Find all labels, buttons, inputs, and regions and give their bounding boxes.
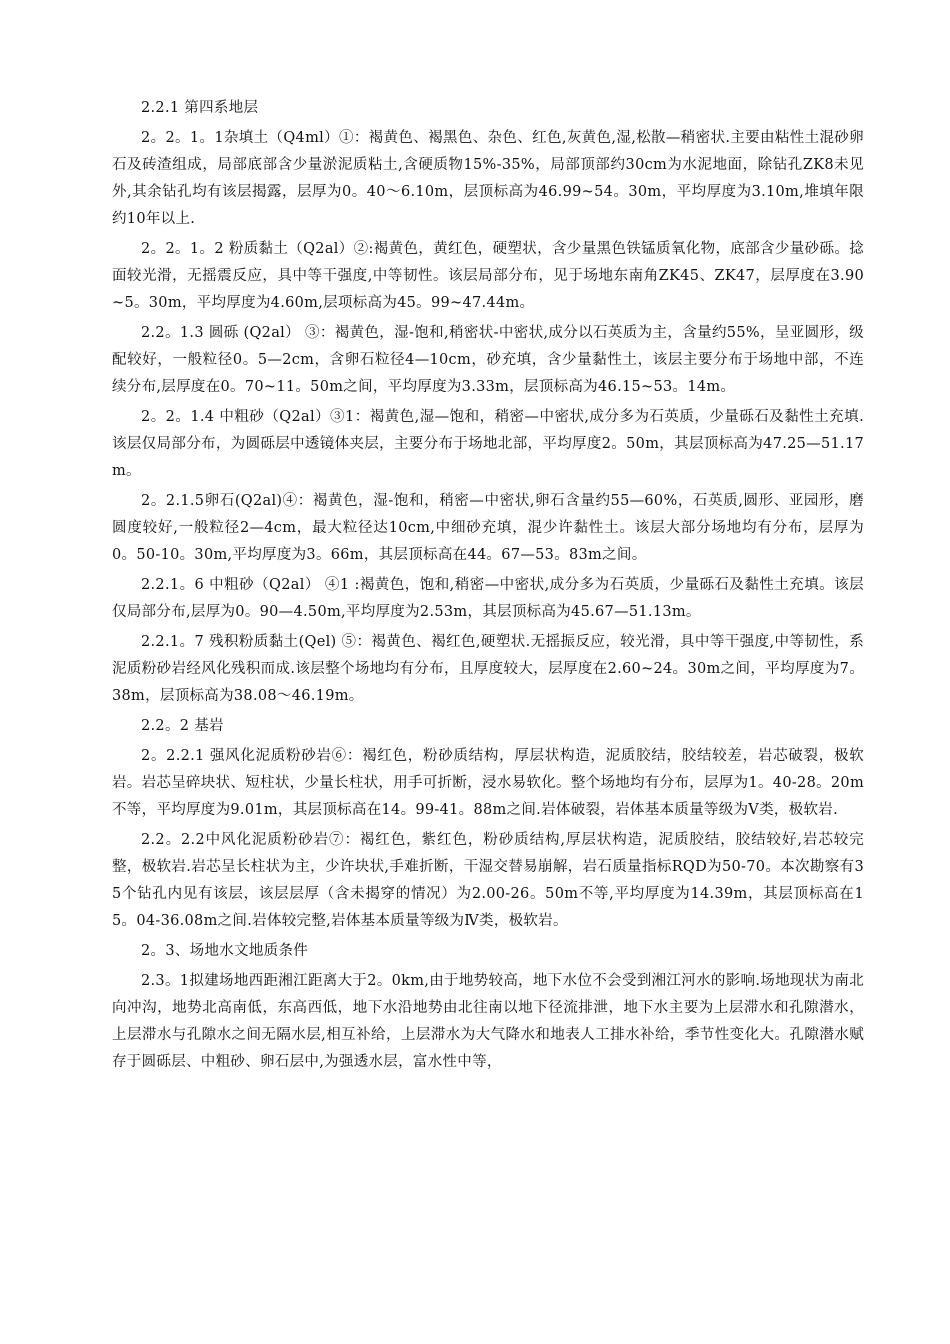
paragraph-coarse-sand-2: 2.2.1。6 中粗砂（Q2al） ④1 :褐黄色，饱和,稍密—中密状,成分多为石英质，少量砾石及黏性土充填。该层仅局部分布,层厚为0。90—4.50m,平均厚度为2.53m，其层顶标高为45.67—51.13m。 (112, 577, 864, 620)
paragraph-moderately-weathered: 2.2。2.2中风化泥质粉砂岩⑦：褐红色，紫红色，粉砂质结构,厚层状构造，泥质胶结，胶结较好,岩芯较完整，极软岩.岩芯呈长柱状为主，少许块状,手难折断，干湿交替易崩解，岩石质量指标RQD为50-70。本次勘察有35个钻孔内见有该层，该层层厚（含未揭穿的情况）为2.00-26。50m不等,平均厚度为14.39m，其层顶标高在15。04-36.08m之间.岩体较完整,岩体基本质量等级为Ⅳ类，极软岩。 (112, 832, 864, 929)
document-body (112, 95, 864, 1079)
section-heading-bedrock: 2.2。2 基岩 (141, 718, 224, 734)
paragraph-coarse-sand: 2。2。1.4 中粗砂（Q2al）③1：褐黄色,湿—饱和，稍密—中密状,成分多为石英质，少量砾石及黏性土充填.该层仅局部分布，为圆砾层中透镜体夹层，主要分布于场地北部，平均厚度2。50m，其层顶标高为47.25—51.17m。 (112, 409, 864, 479)
section-heading-quaternary: 2.2.1 第四系地层 (141, 100, 259, 116)
paragraph-strongly-weathered: 2。2.2.1 强风化泥质粉砂岩⑥：褐红色，粉砂质结构，厚层状构造，泥质胶结，胶结较差，岩芯破裂，极软岩。岩芯呈碎块状、短柱状，少量长柱状，用手可折断，浸水易软化。整个场地均有分布，层厚为1。40-28。20m不等，平均厚度为9.01m，其层顶标高在14。99-41。88m之间.岩体破裂，岩体基本质量等级为V类，极软岩. (112, 748, 864, 818)
section-heading-hydrogeology: 2。3、场地水文地质条件 (141, 943, 309, 959)
paragraph-pebble: 2。2.1.5卵石(Q2al)④：褐黄色，湿-饱和，稍密—中密状,卵石含量约55—60%，石英质,圆形、亚园形，磨圆度较好,一般粒径2—4cm，最大粒径达10cm,中细砂充填，混少许黏性土。该层大部分场地均有分布，层厚为0。50-10。30m,平均厚度为3。66m，其层顶标高在44。67—53。83m之间。 (112, 493, 864, 563)
paragraph-round-gravel: 2.2。1.3 圆砾 (Q2al） ③：褐黄色，湿-饱和,稍密状-中密状,成分以石英质为主，含量约55%，呈亚圆形，级配较好，一般粒径0。5—2cm，含卵石粒径4—10cm，砂充填，含少量黏性土，该层主要分布于场地中部，不连续分布,层厚度在0。70~11。50m之间，平均厚度为3.33m，层顶标高为46.15~53。14m。 (112, 325, 864, 395)
paragraph-groundwater: 2.3。1拟建场地西距湘江距离大于2。0km,由于地势较高，地下水位不会受到湘江河水的影响.场地现状为南北向冲沟，地势北高南低，东高西低，地下水沿地势由北往南以地下径流排泄，地下水主要为上层滞水和孔隙潜水，上层滞水与孔隙水之间无隔水层,相互补给，上层滞水为大气降水和地表人工排水补给，季节性变化大。孔隙潜水赋存于圆砾层、中粗砂、卵石层中,为强透水层，富水性中等， (112, 973, 864, 1070)
paragraph-silty-clay: 2。2。1。2 粉质黏土（Q2al）②:褐黄色，黄红色，硬塑状，含少量黑色铁锰质氧化物，底部含少量砂砾。捻面较光滑，无摇震反应，具中等干强度,中等韧性。该层局部分布，见于场地东南角ZK45、ZK47，层厚度在3.90~5。30m，平均厚度为4.60m,层项标高为45。99~47.44m。 (112, 241, 864, 311)
paragraph-residual-clay: 2.2.1。7 残积粉质黏土(Qel) ⑤：褐黄色、褐红色,硬塑状.无摇振反应，较光滑，具中等干强度,中等韧性，系泥质粉砂岩经风化残积而成.该层整个场地均有分布，且厚度较大，层厚度在2.60~24。30m之间，平均厚度为7。38m，层顶标高为38.08～46.19m。 (112, 634, 864, 704)
paragraph-fill-soil: 2。2。1。1杂填土（Q4ml）①：褐黄色、褐黑色、杂色、红色,灰黄色,湿,松散—稍密状.主要由粘性土混砂卵石及砖渣组成，局部底部含少量淤泥质粘土,含硬质物15%-35%，局部顶部约30cm为水泥地面，除钻孔ZK8未见外,其余钻孔均有该层揭露，层厚为0。40～6.10m，层顶标高为46.99~54。30m，平均厚度为3.10m,堆填年限约10年以上. (112, 130, 864, 227)
